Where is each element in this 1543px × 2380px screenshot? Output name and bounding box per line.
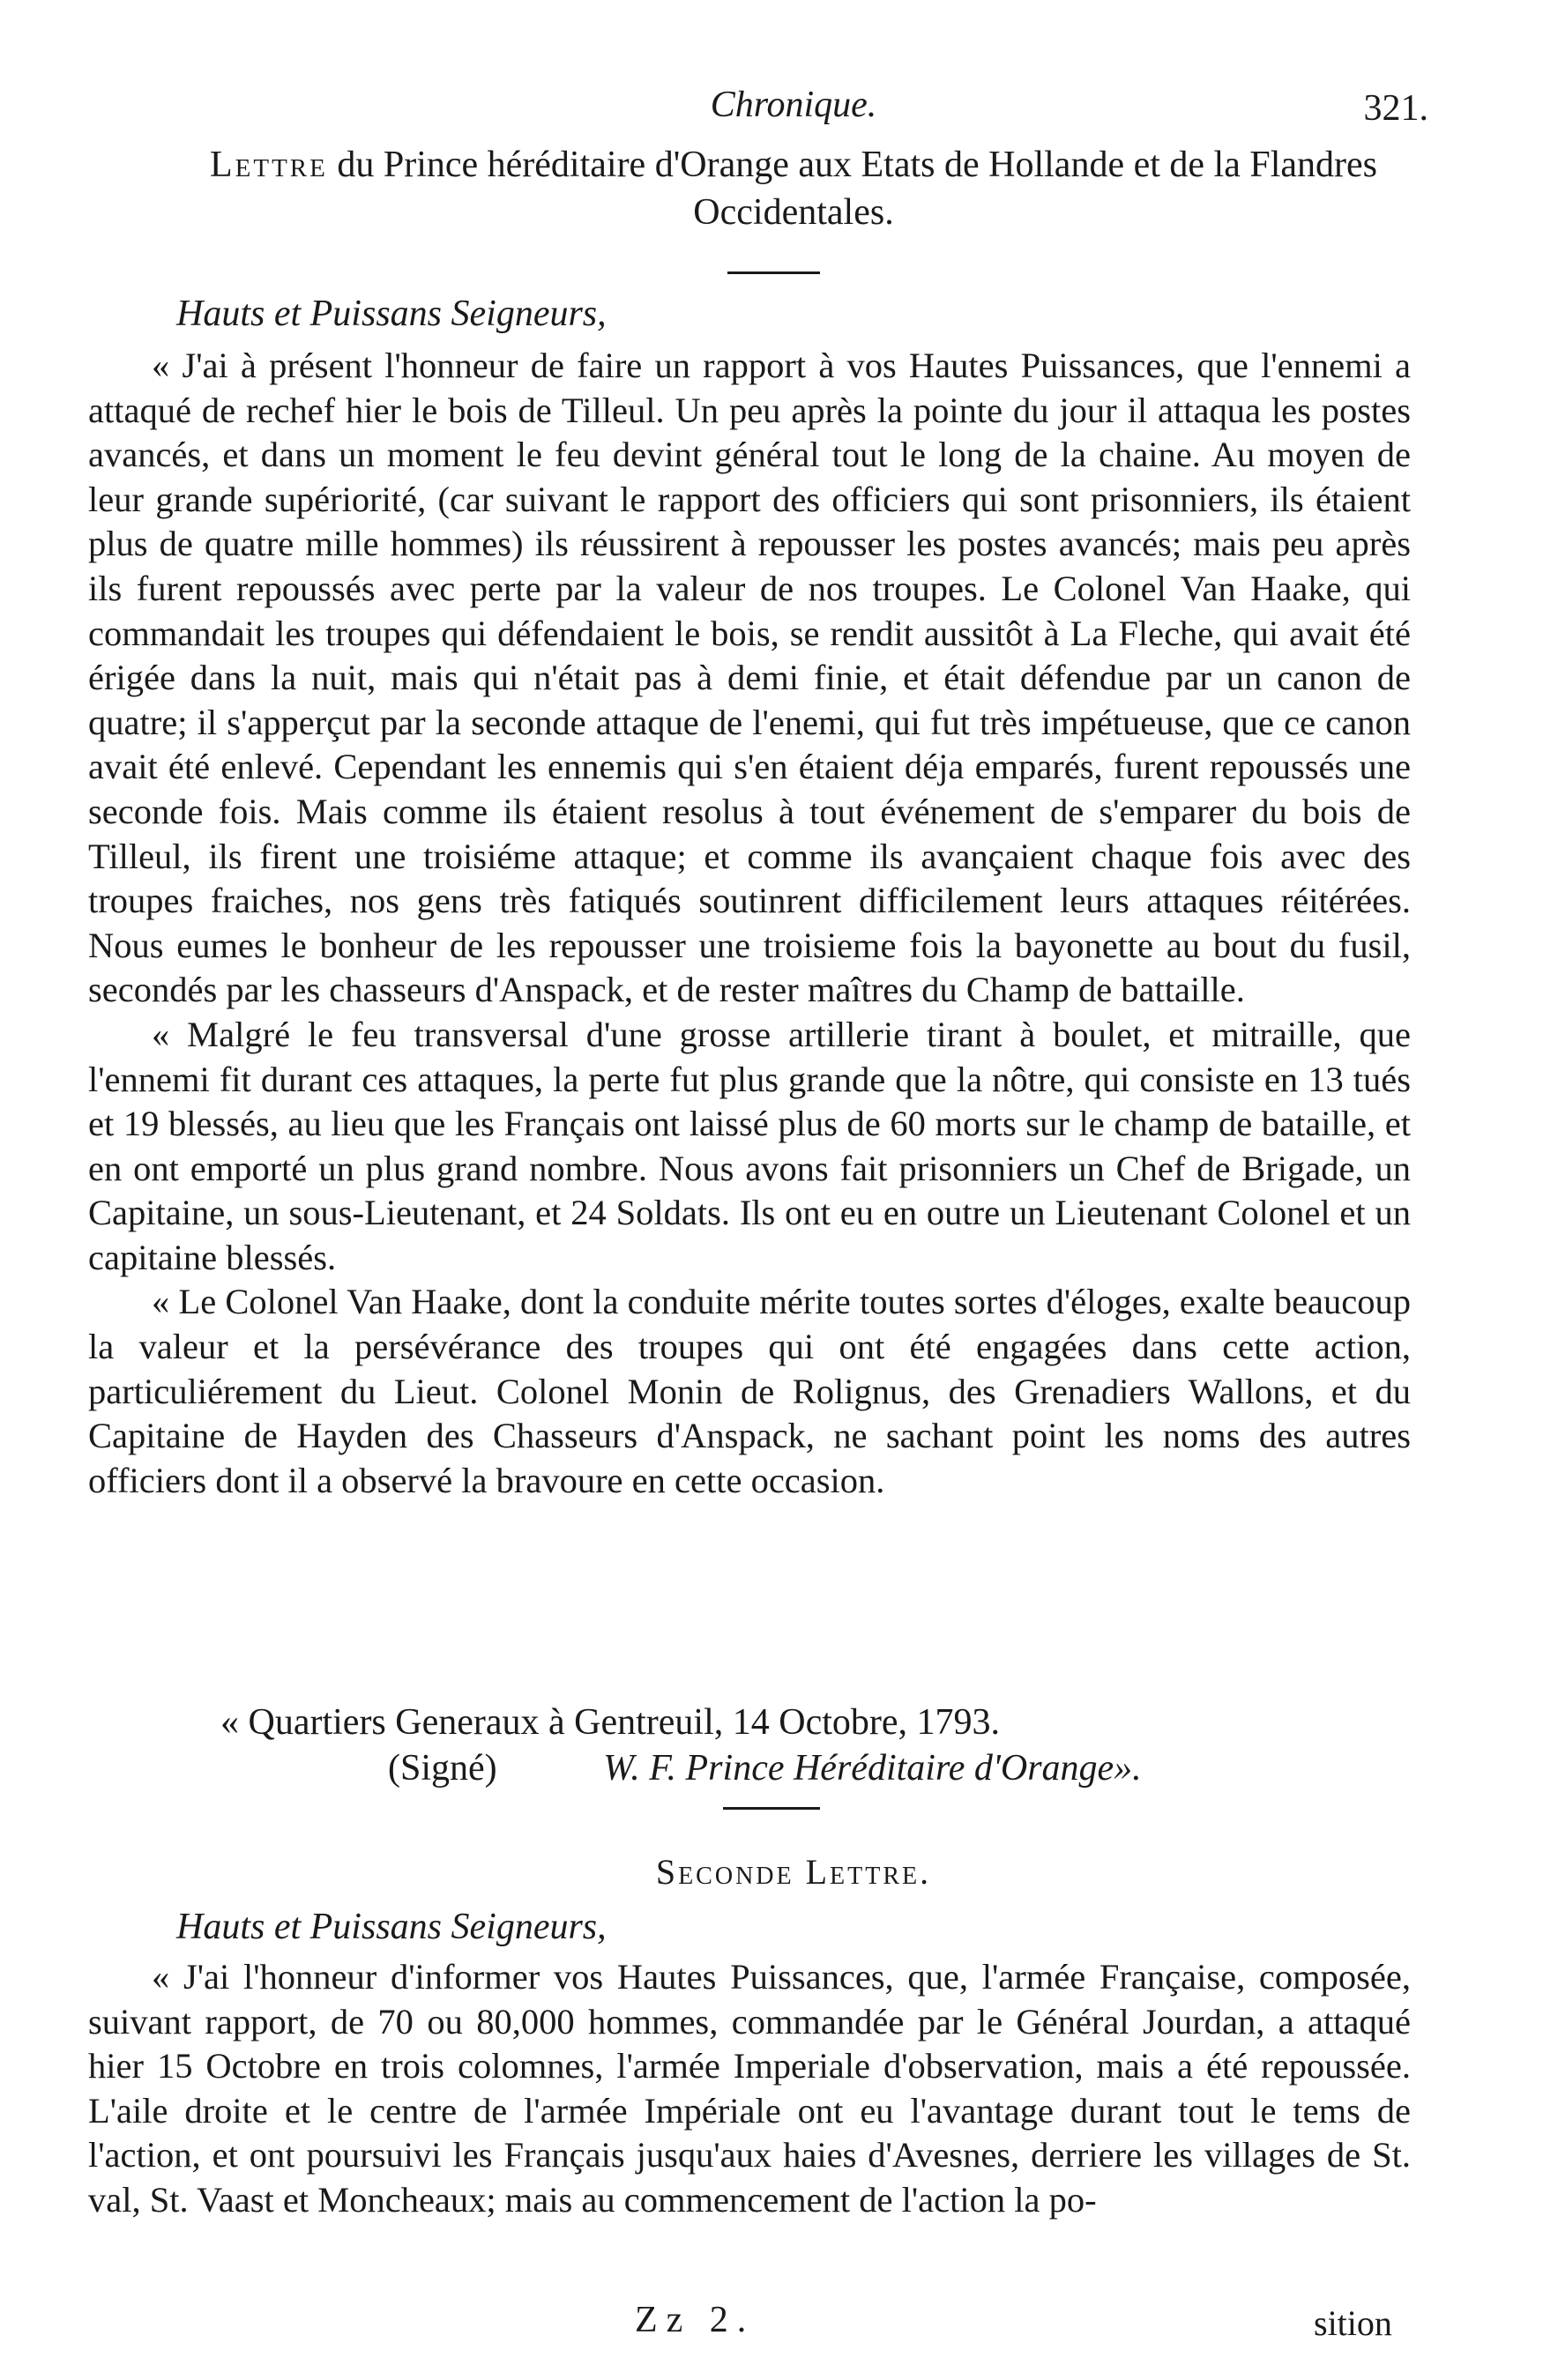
paragraph: « Malgré le feu transversal d'une grosse artillerie tirant à boulet, et mitraille, que l'ennemi fit durant ces attaques, la perte fut plus grande que la nôtre, qui consiste en 13 tués et 19 blessés, au lieu que les Français ont laissé plus de 60 morts sur le champ de bataille, et en ont emporté un plus grand nombre. Nous avons fait prisonniers un Chef de Brigade, un Capitaine, un sous-Lieutenant, et 24 Soldats. Ils ont eu en outre un Lieutenant Colonel et un capitaine blessés. [88,1014,1411,1277]
section-rule [723,1807,820,1810]
running-head [159,84,1428,137]
letter-heading-text: du Prince héréditaire d'Orange aux Etats de Hollande et de la Flandres Occidentales. [337,145,1377,233]
paragraph: « Le Colonel Van Haake, dont la conduite mérite toutes sortes d'éloges, exalte beaucoup la valeur et la persévérance des troupes qui ont été engagées dans cette action, particuliérement du Lieut. Colonel Monin de Rolignus, des Grenadiers Wallons, et du Capitaine de Hayden des Chasseurs d'Anspack, ne sachant point les noms des autres officiers dont il a observé la bravoure en cette occasion. [88,1282,1411,1500]
section-rule [727,271,820,274]
running-title: Chronique. [710,85,877,125]
paragraph: « J'ai l'honneur d'informer vos Hautes Puissances, que, l'armée Française, composée, suivant rapport, de 70 ou 80,000 hommes, commandée par le Général Jourdan, a attaqué hier 15 Octobre en trois colomnes, l'armée Imperiale d'observation, mais a été repoussée. L'aile droite et le centre de l'armée Impériale ont eu l'avantage durant tout le tems de l'action, et ont poursuivi les Français jusqu'aux haies d'Avesnes, derriere les villages de St. val, St. Vaast et Moncheaux; mais au commencement de l'action la po- [88,1957,1411,2220]
salutation: Hauts et Puissans Seigneurs, [176,1907,607,1947]
signature-mark: Zz 2. [635,2300,756,2340]
salutation: Hauts et Puissans Seigneurs, [176,294,607,334]
place-date: « Quartiers Generaux à Gentreuil, 14 Octobre, 1793. [220,1702,1001,1743]
letter-body [88,1955,1411,2223]
paragraph: « J'ai à présent l'honneur de faire un rapport à vos Hautes Puissances, que l'ennemi a attaqué de rechef hier le bois de Tilleul. Un peu après la pointe du jour il attaqua les postes avancés, et dans un moment le feu devint général tout le long de la chaine. Au moyen de leur grande supériorité, (car suivant le rapport des officiers qui sont prisonniers, ils étaient plus de quatre mille hommes) ils réussirent à repousser les postes avancés; mais peu après ils furent repoussés avec perte par la valeur de nos troupes. Le Colonel Van Haake, qui commandait les troupes qui défendaient le bois, se rendit aussitôt à La Fleche, qui avait été érigée dans la nuit, mais qui n'était pas à demi finie, et était défendue par un canon de quatre; il s'apperçut par la seconde attaque de l'enemi, qui fut très impétueuse, que ce canon avait été enlevé. Cependant les ennemis qui s'en étaient déja emparés, furent repoussés une seconde fois. Mais comme ils étaient resolus à tout événement de s'emparer du bois de Tilleul, ils firent une troisiéme attaque; et comme ils avançaient chaque fois avec des troupes fraiches, nos gens très fatiqués soutinrent difficilement leurs attaques réitérées. Nous eumes le bonheur de les repousser une troisieme fois la bayonette au bout du fusil, secondés par les chasseurs d'Anspack, et de rester maîtres du Champ de battaille. [88,346,1411,1010]
letter-heading [159,141,1428,236]
page-number: 321. [1363,88,1428,129]
letter-heading-initial: Lettre [210,145,328,185]
letter-body [88,344,1411,1503]
signer-name: W. F. Prince Héréditaire d'Orange». [603,1748,1142,1789]
signature-row [388,1747,1142,1789]
catchword: sition [1314,2303,1392,2343]
second-letter-title: Seconde Lettre. [655,1852,932,1892]
signed-label: (Signé) [388,1748,497,1789]
